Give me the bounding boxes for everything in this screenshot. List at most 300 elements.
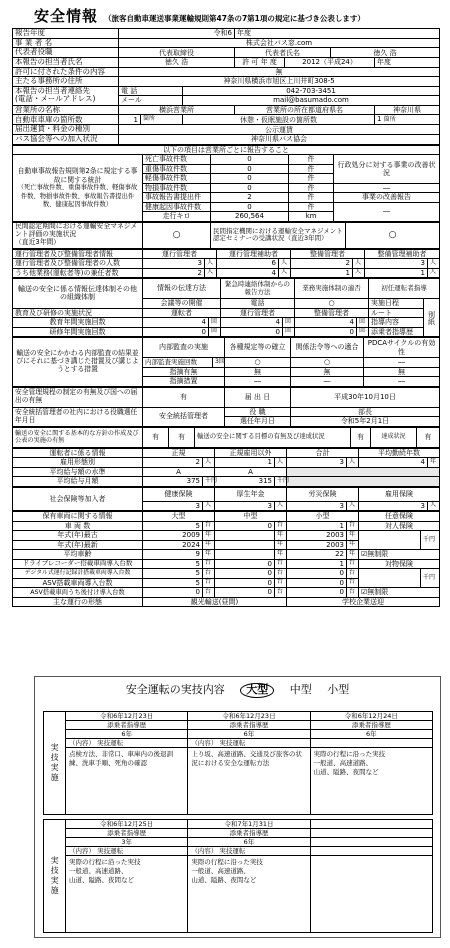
unit-label: 人 [353, 268, 365, 278]
assoc-value: 神奈川県バス協会 [119, 134, 440, 144]
entry-date: 令和6年12月24日 [311, 712, 432, 721]
admin-label: 行政処分に対する事業の改善状況 [334, 155, 440, 184]
size-small: 小型 [327, 683, 350, 696]
urgent-value: 電話 [221, 299, 295, 309]
side-label: 実技実施 [50, 856, 60, 896]
accident-row-label: 死亡事故件数 [143, 155, 211, 165]
accident-row-label: 重傷事故件数 [143, 164, 211, 174]
side-label: 実技実施 [50, 743, 60, 783]
training-count: 0 [143, 327, 209, 337]
unit-label: 回 [357, 318, 369, 328]
accident-row-value: 0 [211, 202, 289, 212]
report-year-value: 令和6 [119, 29, 235, 39]
accident-row-unit: 件 [289, 202, 334, 212]
unit-label: 回 [283, 327, 295, 337]
first-driver-label: 初任運転者指導 [369, 279, 440, 299]
vehicle-value: 5 [143, 521, 203, 531]
avg-tenure-header: 平均勤続年数 [359, 448, 440, 458]
unit-label: 人 [428, 501, 440, 511]
manager-count: 6 [217, 259, 279, 269]
rule-label: 安全管理規程の制定の有無及び国への届出の有無 [13, 387, 143, 407]
unit-label: 人 [205, 259, 217, 269]
salary-label: 平均給与額の水準 [13, 467, 143, 477]
practical-entry [311, 712, 432, 814]
vehicle-value: 5 [143, 559, 203, 569]
related-label: 関係法令等への適合 [291, 338, 364, 358]
pension-header: 厚生年金 [215, 487, 287, 501]
contact-sub: (電話・メールアドレス) [15, 94, 96, 104]
health-ins-header: 健康保険 [143, 487, 215, 501]
unit-label: 人 [203, 501, 215, 511]
insurance-count: 3 [287, 501, 347, 511]
entry-years: 6年 [66, 730, 187, 739]
car-office-unit: 箇所 [141, 115, 183, 125]
insurance-label: 社会保険等加入者 [13, 487, 143, 511]
unit-label: 回 [209, 318, 221, 328]
accident-row-label: 軽傷事故件数 [143, 174, 211, 184]
manager-count: 2 [291, 259, 353, 269]
unit-label: 台 [203, 578, 215, 588]
unit-label: 台 [347, 559, 359, 569]
officer-title-label: 安全統括管理者 [143, 407, 225, 426]
accident-row-value: 260,564 [211, 212, 289, 222]
unit-label: 人 [203, 458, 215, 468]
entry-body: 点検方法、非常口、車庫内の後退訓練、洗車手順、死角の確認 [69, 750, 173, 767]
drivers-table [12, 448, 440, 487]
ins-personal-unlimited: ☑無制限 [359, 550, 440, 560]
form-value: 3 [287, 458, 347, 468]
evaluation-value: ○ [143, 222, 211, 248]
main-operation-value-2: 学校企業送迎 [287, 597, 440, 607]
vehicle-row-label: 年式(年)最新 [13, 540, 143, 550]
office-main-label: 営業所の名称 [13, 105, 119, 115]
manager-count: 3 [143, 259, 205, 269]
vehicle-value: 1 [287, 559, 347, 569]
permit-label: 許 可 年 度 [235, 57, 285, 67]
evaluation-label-sub: （直近3年間） [15, 237, 61, 246]
seminar-value: ○ [346, 222, 440, 248]
vehicles-table [12, 511, 440, 607]
accident-banner: 以下の項目は営業所ごとに報告すること [13, 145, 440, 155]
unit-label: 人 [428, 268, 440, 278]
operation-manager-header: 運行管理者 [143, 249, 217, 259]
page-subtitle: （旅客自動車運送事業運輸規則第47条の7第1項の規定に基づき公表します） [104, 14, 365, 23]
vehicle-value: 0 [287, 578, 347, 588]
report-year-unit: 年度 [235, 29, 440, 39]
concurrent-count: 4 [217, 268, 279, 278]
concurrent-count: 1 [365, 268, 428, 278]
ins-property-unit: 千円 [421, 569, 440, 588]
driver-col-label: 運転者 [143, 308, 221, 318]
vehicle-row-label: 平均車齢 [13, 550, 143, 560]
concurrent-count: 2 [143, 268, 205, 278]
entry-body: 上り坂、高速道路、交通及び旅客の状況における安全な運転方法 [191, 750, 302, 767]
accident-row-unit: 件 [289, 155, 334, 165]
rule-value: 有 [143, 387, 225, 407]
vehicle-value: 5 [143, 569, 203, 579]
rules-label: 各種規定等の確立 [225, 338, 291, 358]
ins-property-label: 対物保険 [359, 559, 440, 569]
unit-label: 台 [347, 569, 359, 579]
insurance-count: 3 [215, 501, 275, 511]
safety-info-sheet [12, 8, 439, 607]
entry-years: 3年 [66, 838, 187, 847]
practical-block-2 [43, 819, 433, 933]
entry-years: 6年 [188, 838, 309, 847]
unit-label: 人 [279, 268, 291, 278]
audit-label: 輸送の安全にかかわる内部監査の結果並びにそれに基づき講じた措置及び講じようとする措置 [13, 338, 143, 387]
education-label: 教育及び研修の実施状況 [13, 308, 143, 318]
entry-body: 実際の行程に沿った実技 一般道、高速道路、 山道、隘路、夜間など [313, 750, 386, 776]
training-count: 0 [295, 327, 357, 337]
accident-row-label: 健康起因事故件数 [143, 202, 211, 212]
accident-stats-note: （死亡事故件数、重傷事故件数、軽傷事故件数、物損事故件数、事故報告書提出件数、健康起因事故件数） [17, 184, 138, 208]
unit-label: 人 [279, 259, 291, 269]
evaluation-label: 民間認定期間における運輸安全マネジメント評価の実施状況 [15, 222, 138, 239]
role-label: 役 職 [225, 407, 291, 417]
filed-value: 平成30年10月10日 [291, 387, 440, 407]
office-value: 神奈川県横浜市旭区上川井町308-5 [119, 77, 440, 87]
maintenance-manager-header: 整備管理者 [291, 249, 365, 259]
accident-row-value: 2 [211, 193, 289, 203]
entry-date [311, 820, 432, 829]
unit-label: 台 [275, 559, 287, 569]
size-medium: 中型 [289, 683, 312, 696]
unit-label: 人 [275, 458, 287, 468]
ins-property-unlimited: ☑無制限 [359, 588, 440, 598]
accident-row-value: 0 [211, 155, 289, 165]
unit-label: 台 [347, 521, 359, 531]
unit-label: 人 [205, 268, 217, 278]
work-value: ○ [295, 299, 369, 309]
report-title: 安全運転の実技内容 [125, 683, 225, 696]
filed-label: 届 出 日 [225, 387, 291, 407]
conditions-value: 無 [119, 67, 440, 77]
managers-table [12, 249, 440, 279]
work-label: 業務実施体制の適否 [295, 279, 369, 299]
side-label-box [44, 820, 66, 932]
vehicle-value: 0 [143, 588, 203, 598]
vehicle-value: 22 [287, 550, 347, 560]
practical-entry [66, 712, 188, 814]
practical-entry [188, 712, 310, 814]
entry-content [311, 847, 432, 856]
goal-label: 輸送の安全に関する目標の有無及び達成状況 [195, 427, 351, 447]
goal-value-1: 有 [351, 427, 371, 447]
org-label: 輸送の安全に係る情報伝達体制その他の組織体制 [13, 279, 143, 309]
accident-row-value: 0 [211, 164, 289, 174]
salary-value: A [215, 467, 287, 477]
vehicle-row-label: デジタル式運行記録計搭載車両導入台数 [13, 569, 143, 579]
office-main-value: 横浜営業所 [119, 105, 235, 115]
employment-ins-header: 雇用保険 [359, 487, 440, 501]
optional-ins-header: 任意保険 [359, 512, 440, 522]
accident-row-unit: 件 [289, 164, 334, 174]
point-value: 無 [364, 367, 440, 377]
avg-salary-value: 375 [143, 477, 203, 487]
mail-value: mail@basumado.com [183, 96, 440, 106]
total-header: 合計 [287, 448, 359, 458]
separate-sheet-label: 別紙 [424, 299, 440, 337]
concurrent-count: 1 [291, 268, 353, 278]
avg-salary-value: 315 [215, 477, 275, 487]
vehicle-row-label: ASV搭載車両うち後付け導入台数 [13, 588, 143, 598]
accident-row-value: 0 [211, 174, 289, 184]
unit-label: 回 [357, 327, 369, 337]
admin-value: ― [334, 183, 440, 193]
accident-row-label: 事故報告書提出件 [143, 193, 211, 203]
unit-label: 回 [209, 327, 221, 337]
audit-table [12, 337, 440, 387]
phone-label: 電 話 [119, 86, 183, 96]
size-large-selected: 大型 [240, 683, 274, 698]
insurance-count: 3 [359, 501, 428, 511]
entry-body: 実際の行程に沿った実技 一般道、高速道路、 山道、隘路、夜間など [191, 858, 263, 884]
unit-label: 年 [203, 540, 215, 550]
point-value: 無 [225, 367, 291, 377]
manager-count: 3 [365, 259, 428, 269]
person-label: 本報告の担当者氏名 [13, 57, 119, 67]
report-year-label: 報告年度 [13, 29, 119, 39]
maintenance-assistant-header: 整備管理補助者 [365, 249, 440, 259]
vehicles-label: 保有車両に関する情報 [13, 512, 143, 522]
audit-related-value: ○ [291, 358, 364, 368]
unit-label: 年 [275, 531, 287, 541]
officer-label: 安全統括管理者の社内における役職選任年月日 [13, 407, 143, 426]
entry-date: 令和7年1月31日 [188, 820, 309, 829]
accident-row-label: 物損事故件数 [143, 183, 211, 193]
entry-content: （内容） 実技運転 [188, 739, 309, 748]
education-table [12, 278, 440, 337]
entry-content: （内容） 実技運転 [66, 739, 187, 748]
measure-value: ― [291, 377, 364, 387]
unit-label: 年 [347, 550, 359, 560]
share-label: 情報の伝達方法 [143, 279, 221, 299]
entry-date: 令和6年12月25日 [66, 820, 187, 829]
unit-label: 人 [428, 259, 440, 269]
goal-value-2: 有 [417, 427, 440, 447]
rest-value: 1 [377, 115, 382, 124]
car-office-label: 自動車車庫の箇所数 [13, 115, 119, 125]
measure-value: ― [364, 377, 440, 387]
assoc-label: バス協会等への加入状況 [13, 134, 119, 144]
report-value: ― [334, 202, 440, 221]
audit-rules-value: ○ [225, 358, 291, 368]
unit-label: 年 [275, 550, 287, 560]
car-office-value: 1 [119, 115, 141, 125]
insurance-table [12, 487, 440, 512]
unit-label: 千円 [203, 477, 215, 487]
accident-row-unit: 件 [289, 183, 334, 193]
phone-value: 042-703-3451 [183, 86, 440, 96]
basic-info-table [12, 28, 440, 145]
audit-count-label: 内部監査実施回数 [143, 358, 213, 368]
vehicle-value [215, 550, 275, 560]
vehicle-value [215, 540, 275, 550]
training-count: 0 [221, 327, 283, 337]
practical-report [34, 676, 441, 938]
entry-ride [311, 829, 432, 838]
vehicle-value: 0 [215, 578, 275, 588]
office-label: 主たる事務所の住所 [13, 77, 119, 87]
unit-label: 千円 [275, 477, 287, 487]
appoint-label: 選任年月日 [225, 417, 291, 427]
education-count: 4 [295, 318, 357, 328]
unit-label: 台 [203, 569, 215, 579]
form-value: 4 [359, 458, 428, 468]
practical-entry-empty [311, 820, 432, 932]
accident-row-value: 0 [211, 183, 289, 193]
form-value: 1 [215, 458, 275, 468]
vehicle-value: 0 [215, 588, 275, 598]
small-header: 小型 [287, 512, 359, 522]
entry-content [311, 739, 432, 748]
seminar-label: 民間指定機関における運輸安全マネジメント認定セミナーの受講状況（直近3年間） [211, 222, 346, 248]
entry-ride: 添乗者指導歴 [188, 721, 309, 730]
unit-label: 年 [347, 531, 359, 541]
policy-label: 輸送の安全に関する基本的な方針の作成及び公表の実施の有無 [13, 427, 143, 447]
unit-label: 人 [275, 501, 287, 511]
unit-label: 年 [347, 540, 359, 550]
entry-years: 6年 [188, 730, 309, 739]
point-value: 無 [291, 367, 364, 377]
header [12, 8, 439, 28]
pref-value: 神奈川県 [375, 105, 440, 115]
medium-header: 中型 [215, 512, 287, 522]
entry-date: 令和6年12月23日 [66, 712, 187, 721]
internal-audit-label: 内部監査の実施 [143, 338, 225, 358]
unit-label: 台 [203, 559, 215, 569]
education-count: 4 [143, 318, 209, 328]
unit-label: 回 [283, 318, 295, 328]
unit-label: 人 [347, 501, 359, 511]
accident-table [12, 145, 440, 222]
rep-title-label: 代表者役職 [13, 48, 119, 58]
entry-body [311, 856, 432, 860]
vehicle-row-label: 年式(年)最古 [13, 531, 143, 541]
unit-label: 年 [428, 458, 440, 468]
side-label-box [44, 712, 66, 814]
practical-entry [66, 820, 188, 932]
unit-label: 台 [347, 588, 359, 598]
rep-title-value: 代表取締役 [119, 48, 235, 58]
vehicle-value: 5 [143, 578, 203, 588]
fare-value: 公示運賃 [119, 125, 440, 135]
audit-pdca-value: ― [364, 358, 440, 368]
large-header: 大型 [143, 512, 215, 522]
evaluation-table [12, 222, 440, 249]
practical-entry [188, 820, 310, 932]
nonregular-header: 正規雇用以外 [215, 448, 287, 458]
unit-label: 人 [347, 458, 359, 468]
accident-row-unit: 件 [289, 174, 334, 184]
company-value: 株式会社バス窓.com [119, 38, 440, 48]
route-label: ルート [369, 308, 424, 318]
insurance-count: 3 [143, 501, 203, 511]
person-value: 徳久 浩 [119, 57, 235, 67]
unit-label: 人 [353, 259, 365, 269]
unit-label: 台 [347, 578, 359, 588]
entry-body: 実際の行程に沿った実技 一般道、高速道路、 山道、隘路、夜間など [69, 858, 141, 884]
accident-row-unit: 件 [289, 193, 334, 203]
rest-label: 休憩・仮眠施設の箇所数 [183, 115, 375, 125]
operation-assistant-header: 運行管理補助者 [217, 249, 291, 259]
entry-date: 令和6年12月23日 [188, 712, 309, 721]
fare-label: 届出運賃・料金の種別 [13, 125, 119, 135]
accident-row-unit: km [289, 212, 334, 222]
managers-concurrent-label: うち他業務(運転者等)の兼任者数 [13, 268, 143, 278]
accident-row-label: 走行キロ [143, 212, 211, 222]
exec-label: 実施日程 [369, 299, 424, 309]
vehicle-value: 2003 [287, 540, 347, 550]
drivers-label: 運転者に係る情報 [13, 448, 143, 458]
entry-years [311, 838, 432, 847]
accident-stats-label: 自動車事故報告規則第2条に規定する事故に関する統計 [17, 166, 138, 184]
unit-label: 台 [275, 578, 287, 588]
policy-value-1: 有 [143, 427, 169, 447]
measure-value: ― [225, 377, 291, 387]
vehicle-row-label: ASV搭載車両導入台数 [13, 578, 143, 588]
conditions-label: 許可に付された条件の内容 [13, 67, 119, 77]
point-label: 指摘有無 [143, 367, 225, 377]
vehicle-value: 0 [215, 521, 275, 531]
entry-ride: 添乗者指導歴 [188, 829, 309, 838]
unit-label: 年 [203, 531, 215, 541]
op-manager-col-label: 運行管理者 [221, 308, 295, 318]
salary-value: A [143, 467, 215, 477]
main-operation-label: 主な運行の形態 [13, 597, 143, 607]
main-operation-value-1: 観光輸送(昼間) [143, 597, 287, 607]
role-value: 部長 [291, 407, 440, 417]
entry-content: （内容） 実技運転 [188, 847, 309, 856]
vehicle-value [215, 531, 275, 541]
appoint-value: 令和5年2月1日 [291, 417, 440, 427]
audit-count-value: 3 [215, 357, 219, 365]
form-value: 2 [143, 458, 203, 468]
ins-personal-unit: 千円 [421, 531, 440, 550]
training-count-label: 研修年間実施回数 [13, 327, 143, 337]
pdca-label: PDCAサイクルの有効性 [364, 338, 440, 358]
entry-content: （内容） 実技運転 [66, 847, 187, 856]
goal-status-label: 達成状況 [371, 427, 417, 447]
vehicle-value: 1 [287, 521, 347, 531]
instr-label: 指導内容 [369, 318, 424, 328]
education-count-label: 教育年間実施回数 [13, 318, 143, 328]
company-label: 事 業 者 名 [13, 38, 119, 48]
entry-ride: 添乗者指導歴 [66, 829, 187, 838]
entry-ride: 添乗者指導歴 [66, 721, 187, 730]
ins-personal-label: 対人保険 [359, 521, 440, 531]
policy-value-2: 有 [169, 427, 195, 447]
practical-block-1 [43, 711, 433, 815]
urgent-label: 緊急時連絡体制からの報告方法 [221, 279, 295, 299]
share-value: 会議等の開催 [143, 299, 221, 309]
report-label: 事業の改善報告 [334, 193, 440, 203]
vehicle-value: 9 [143, 550, 203, 560]
unit-label: 台 [275, 521, 287, 531]
regular-header: 正規 [143, 448, 215, 458]
measure-label: 指摘措置 [143, 377, 225, 387]
unit-label: 年 [203, 550, 215, 560]
vehicle-value: 0 [287, 569, 347, 579]
managers-info-label: 運行管理者及び整備管理者情報 [13, 249, 143, 259]
report-title-row [35, 683, 440, 698]
mail-label: メール [119, 96, 183, 106]
page-title: 安全情報 [34, 7, 99, 25]
safety-rule-table [12, 387, 440, 427]
form-label: 雇用形態別 [13, 458, 143, 468]
vehicle-value: 0 [215, 569, 275, 579]
